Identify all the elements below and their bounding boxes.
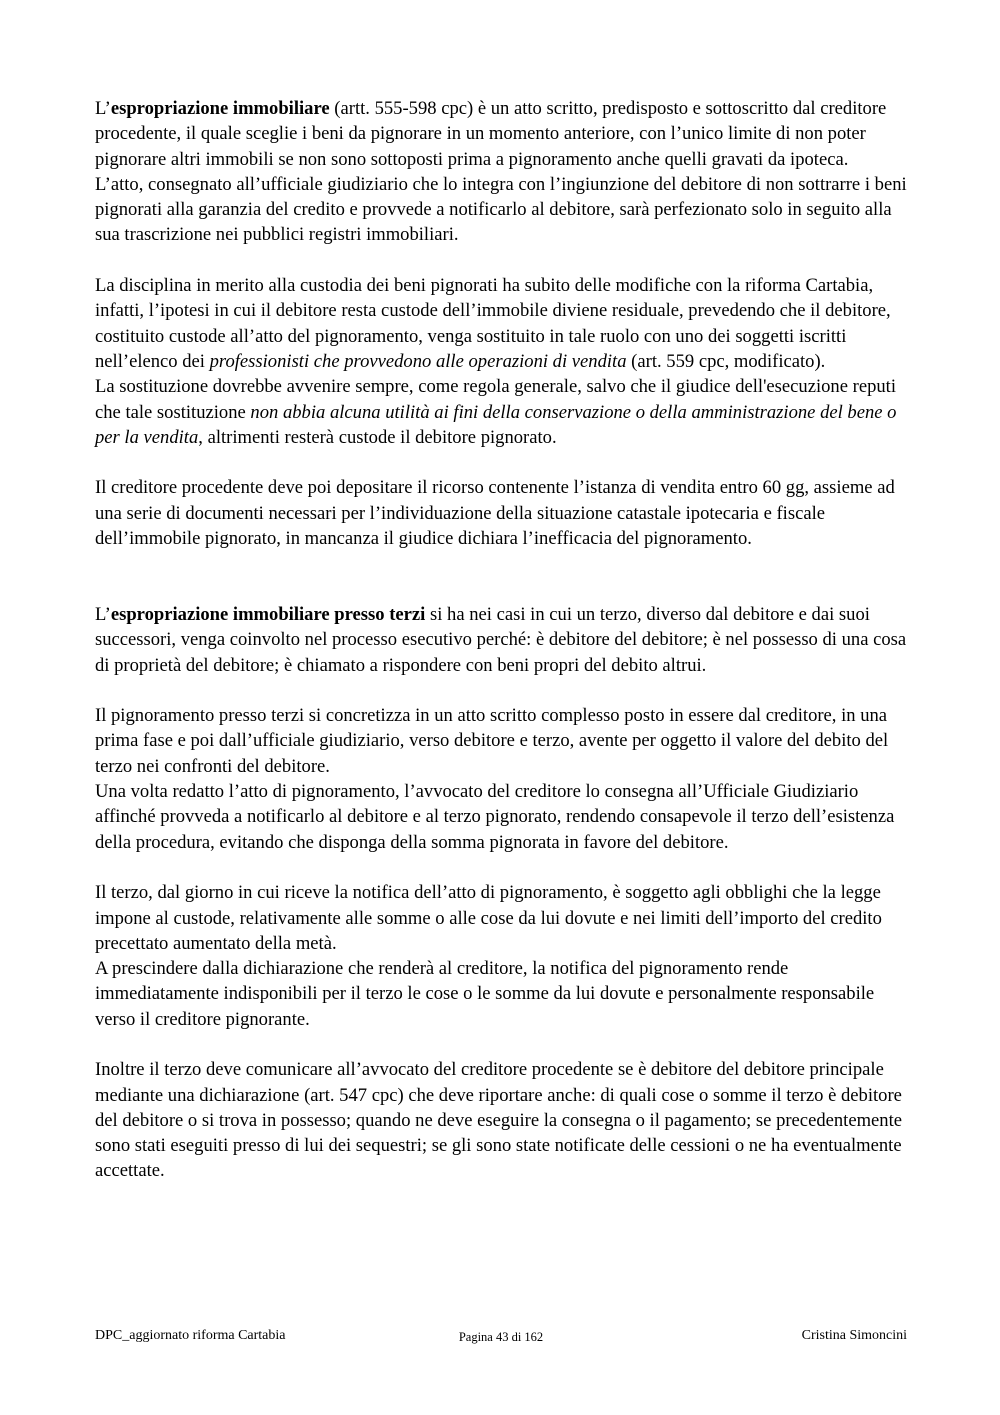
footer-page-number: Pagina 43 di 162 [458,1330,544,1344]
document-body [95,96,915,1184]
paragraph-presso-terzi [95,602,915,678]
paragraph-sostituzione [95,374,915,450]
paragraph-atto-redatto [95,779,915,855]
italic-quote: professionisti che provvedono alle operazioni di vendita [209,350,627,372]
paragraph-custodia [95,273,915,374]
text-run: La disciplina in merito alla custodia dei beni pignorati ha subito delle modifiche con la riforma Cartabia, infatti, l’ipotesi in cui il debitore resta custode dell’immobile diviene residuale, prevedendo che il debitore, costituito custode all’atto del pignoramento, venga sostituito in tale ruolo con uno dei soggetti iscritti nell’elenco dei [95,275,891,372]
text-run: Il creditore procedente deve poi depositare il ricorso contenente l’istanza di vendita entro 60 gg, assieme ad una serie di documenti necessari per l’individuazione della situazione catastale ipotecaria e fiscale dell’immobile pignorato, in mancanza il giudice dichiara l’inefficacia del pignoramento. [95,477,895,550]
paragraph-spacer [95,551,915,602]
text-run: La sostituzione dovrebbe avvenire sempre, come regola generale, salvo che il giudice dell'esecuzione reputi che tale sostituzione [95,376,897,423]
text-run: (artt. 555-598 cpc) è un atto scritto, predisposto e sottoscritto dal creditore procedente, il quale sceglie i beni da pignorare in un momento anteriore, con l’unico limite di non poter pignorare altri immobili se non sono sottoposti prima a pignoramento anche quelli gravati da ipoteca. [95,98,887,170]
paragraph-spacer [95,678,915,703]
page-footer [95,1326,907,1348]
paragraph-indisponibilita [95,956,915,1032]
paragraph-istanza-vendita [95,475,915,551]
text-run: Il pignoramento presso terzi si concretizza in un atto scritto complesso posto in essere dal creditore, in una prima fase e poi dall’ufficiale giudiziario, verso debitore e terzo, avente per oggetto il valore del debito del terzo nei confronti del debitore. [95,705,889,777]
bold-term: espropriazione immobiliare [110,98,330,119]
paragraph-pignoramento-presso-terzi [95,703,915,779]
paragraph-dichiarazione-terzo [95,1057,915,1183]
text-run: L’ [95,603,111,625]
italic-quote: non abbia alcuna utilità ai fini della conservazione o della amministrazione del bene o per la vendita [95,401,897,448]
text-run: si ha nei casi in cui un terzo, diverso dal debitore e dai suoi successori, venga coinvolto nel processo esecutivo perché: è debitore del debitore; è nel possesso di una cosa di proprietà del debitore; è chiamato a rispondere con beni propri del debito altrui. [95,603,907,676]
footer-document-title: DPC_aggiornato riforma Cartabia [95,1328,286,1343]
text-run: L’ [95,98,111,119]
paragraph-atto-consegnato [95,172,915,248]
text-run: Inoltre il terzo deve comunicare all’avvocato del creditore procedente se è debitore del debitore principale mediante una dichiarazione (art. 547 cpc) che deve riportare anche: di quali cose o somme il terzo è debitore del debitore o si trova in possesso; quando ne deve eseguire la consegna o il pagamento; se precedentemente sono stati eseguiti presso di lui dei sequestri; se gli sono state notificate delle cessioni o ne ha eventualmente accettate. [95,1059,903,1182]
text-run: Una volta redatto l’atto di pignoramento, l’avvocato del creditore lo consegna all’Ufficiale Giudiziario affinché provveda a notificarlo al debitore e al terzo pignorato, rendendo consapevole il terzo dell’esistenza della procedura, evitando che disponga della somma pignorata in favore del debitore. [95,781,895,853]
paragraph-espropriazione-immobiliare [95,96,915,172]
text-run: L’atto, consegnato all’ufficiale giudiziario che lo integra con l’ingiunzione del debitore di non sottrarre i beni pignorati alla garanzia del credito e provvede a notificarlo al debitore, sarà perfezionato solo in seguito alla sua trascrizione nei pubblici registri immobiliari. [95,173,907,246]
footer-author: Cristina Simoncini [801,1328,907,1343]
text-run: , altrimenti resterà custode il debitore pignorato. [198,426,557,448]
paragraph-obblighi-terzo [95,880,915,956]
text-run: A prescindere dalla dichiarazione che renderà al creditore, la notifica del pignoramento rende immediatamente indisponibili per il terzo le cose o le somme da lui dovute e personalmente responsabile verso il creditore pignorante. [95,958,875,1030]
paragraph-spacer [95,450,915,475]
bold-term: espropriazione immobiliare presso terzi [110,603,426,625]
paragraph-spacer [95,855,915,880]
paragraph-spacer [95,1032,915,1057]
paragraph-spacer [95,248,915,273]
text-run: (art. 559 cpc, modificato). [626,350,826,372]
text-run: Il terzo, dal giorno in cui riceve la notifica dell’atto di pignoramento, è soggetto agli obblighi che la legge impone al custode, relativamente alle somme o alle cose da lui dovute e nei limiti dell’importo del credito precettato aumentato della metà. [95,882,882,954]
